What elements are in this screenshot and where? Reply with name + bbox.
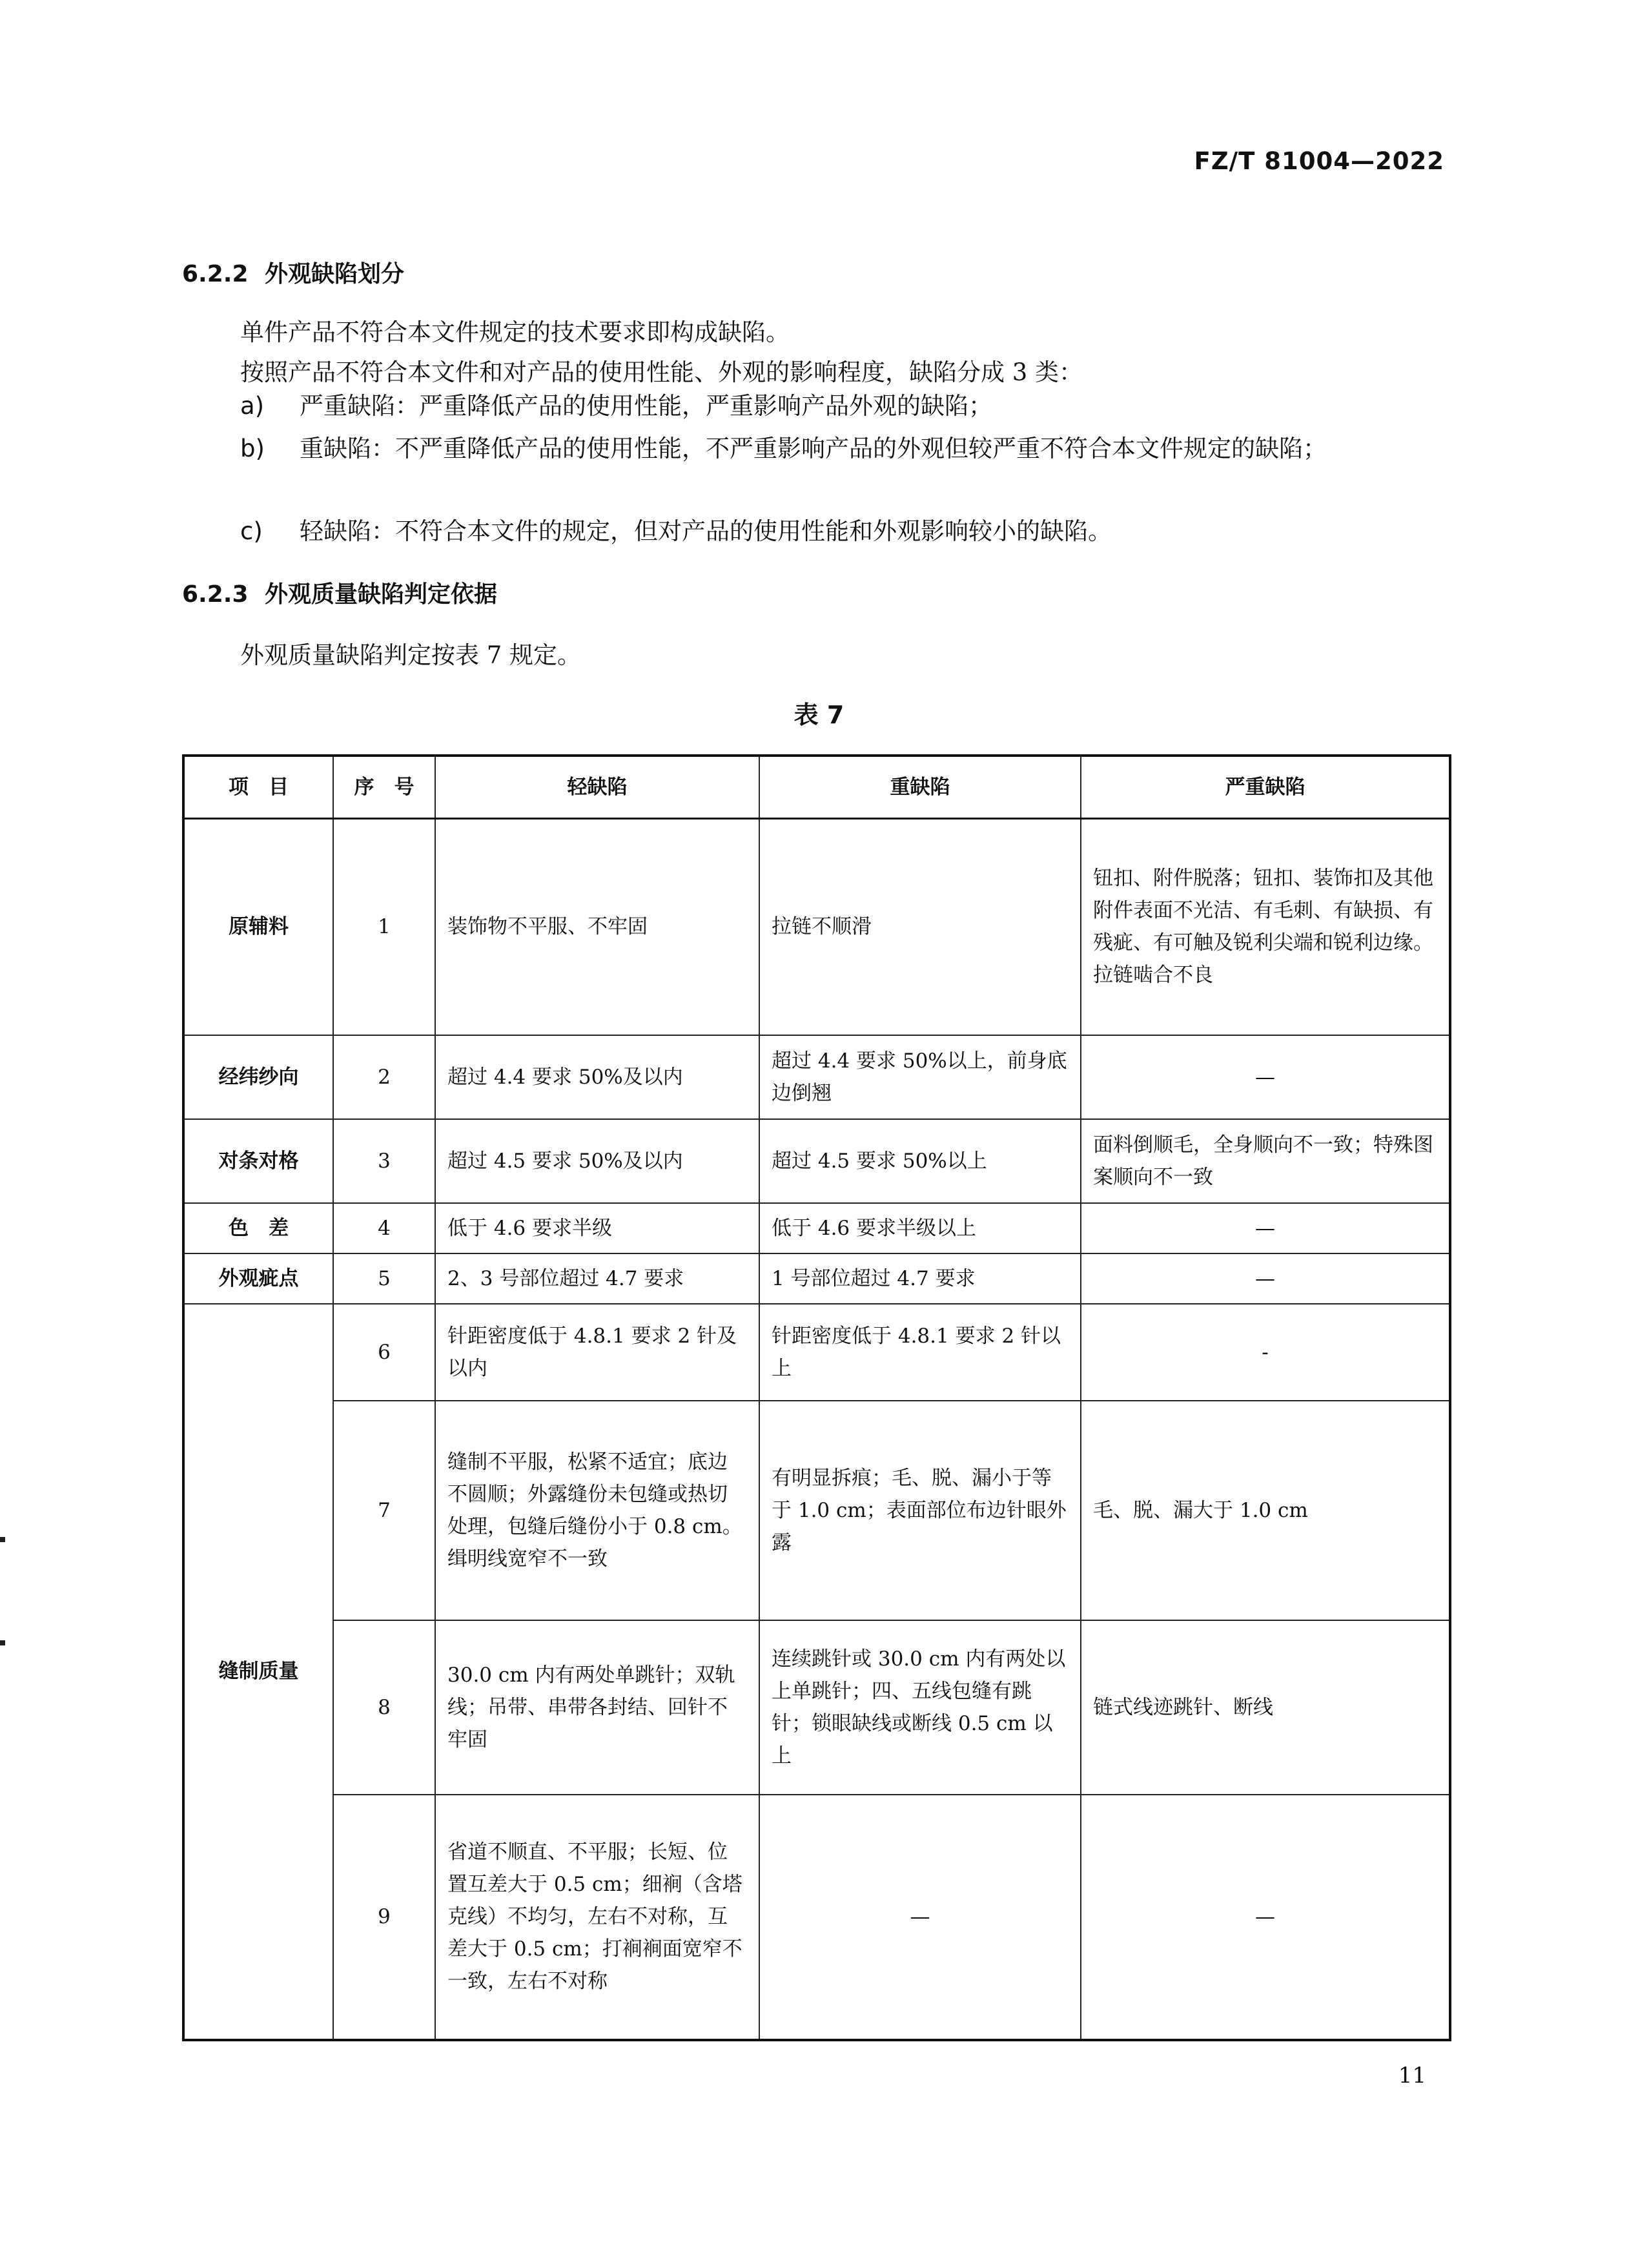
scan-mark: [0, 1640, 5, 1645]
light-defect-cell: 省道不顺直、不平服；长短、位置互差大于 0.5 cm；细裥（含塔克线）不均匀，左右不对称，互差大于 0.5 cm；打裥裥面宽窄不一致，左右不对称: [435, 1795, 759, 2040]
critical-defect-cell: -: [1081, 1304, 1450, 1401]
header-light-defect: 轻缺陷: [435, 756, 759, 819]
list-item-label: c): [240, 517, 263, 545]
clause-number: 6.2.3: [182, 581, 249, 608]
seq-cell: 7: [333, 1401, 435, 1620]
critical-defect-cell: —: [1081, 1795, 1450, 2040]
paragraph: 外观质量缺陷判定按表 7 规定。: [240, 641, 582, 669]
table-row: [183, 1304, 1450, 1401]
seq-cell: 5: [333, 1253, 435, 1304]
list-item-label: b): [240, 435, 265, 462]
table-row: [183, 1203, 1450, 1253]
major-defect-cell: 有明显拆痕；毛、脱、漏小于等于 1.0 cm；表面部位布边针眼外露: [759, 1401, 1081, 1620]
major-defect-cell: 低于 4.6 要求半级以上: [759, 1203, 1081, 1253]
paragraph: 按照产品不符合本文件和对产品的使用性能、外观的影响程度，缺陷分成 3 类：: [240, 358, 1083, 386]
light-defect-cell: 针距密度低于 4.8.1 要求 2 针及以内: [435, 1304, 759, 1401]
table-header-row: [183, 756, 1450, 819]
critical-defect-cell: —: [1081, 1035, 1450, 1119]
scan-mark: [0, 1537, 5, 1542]
header-item: 项 目: [183, 756, 333, 819]
category-cell: 色 差: [183, 1203, 333, 1253]
clause-heading-6-2-2: [182, 256, 404, 289]
header-major-defect: 重缺陷: [759, 756, 1081, 819]
category-cell: 对条对格: [183, 1119, 333, 1203]
critical-defect-cell: —: [1081, 1203, 1450, 1253]
seq-cell: 9: [333, 1795, 435, 2040]
table-row: [183, 1795, 1450, 2040]
major-defect-cell: 超过 4.4 要求 50%以上，前身底边倒翘: [759, 1035, 1081, 1119]
defect-table: [182, 754, 1451, 2041]
seq-cell: 8: [333, 1620, 435, 1795]
table-row: [183, 1620, 1450, 1795]
clause-title: 外观质量缺陷判定依据: [265, 581, 498, 608]
header-seq: 序 号: [333, 756, 435, 819]
critical-defect-cell: 链式线迹跳针、断线: [1081, 1620, 1450, 1795]
critical-defect-cell: 面料倒顺毛，全身顺向不一致；特殊图案顺向不一致: [1081, 1119, 1450, 1203]
header-critical-defect: 严重缺陷: [1081, 756, 1450, 819]
major-defect-cell: —: [759, 1795, 1081, 2040]
light-defect-cell: 2、3 号部位超过 4.7 要求: [435, 1253, 759, 1304]
list-item-c: [240, 511, 1448, 552]
table-caption: 表 7: [793, 701, 845, 729]
list-item-text: 重缺陷：不严重降低产品的使用性能，不严重影响产品的外观但较严重不符合本文件规定的缺陷；: [300, 435, 1327, 462]
clause-heading-6-2-3: [182, 576, 497, 609]
list-item-label: a): [240, 392, 265, 420]
paragraph: 单件产品不符合本文件规定的技术要求即构成缺陷。: [240, 318, 790, 346]
major-defect-cell: 1 号部位超过 4.7 要求: [759, 1253, 1081, 1304]
light-defect-cell: 超过 4.4 要求 50%及以内: [435, 1035, 759, 1119]
major-defect-cell: 超过 4.5 要求 50%以上: [759, 1119, 1081, 1203]
seq-cell: 1: [333, 819, 435, 1035]
list-item-text: 轻缺陷：不符合本文件的规定，但对产品的使用性能和外观影响较小的缺陷。: [300, 517, 1112, 545]
seq-cell: 3: [333, 1119, 435, 1203]
table-row: [183, 1119, 1450, 1203]
category-cell: 缝制质量: [183, 1304, 333, 2040]
light-defect-cell: 装饰物不平服、不牢固: [435, 819, 759, 1035]
standard-number: FZ/T 81004—2022: [1194, 147, 1444, 175]
light-defect-cell: 低于 4.6 要求半级: [435, 1203, 759, 1253]
clause-title: 外观缺陷划分: [265, 261, 405, 287]
page-number: 11: [1398, 2063, 1426, 2088]
seq-cell: 2: [333, 1035, 435, 1119]
list-item-text: 严重缺陷：严重降低产品的使用性能，严重影响产品外观的缺陷；: [300, 392, 992, 420]
seq-cell: 6: [333, 1304, 435, 1401]
table-row: [183, 819, 1450, 1035]
seq-cell: 4: [333, 1203, 435, 1253]
light-defect-cell: 超过 4.5 要求 50%及以内: [435, 1119, 759, 1203]
table-row: [183, 1401, 1450, 1620]
list-item-a: [240, 386, 1448, 426]
category-cell: 外观疵点: [183, 1253, 333, 1304]
critical-defect-cell: —: [1081, 1253, 1450, 1304]
category-cell: 原辅料: [183, 819, 333, 1035]
major-defect-cell: 拉链不顺滑: [759, 819, 1081, 1035]
critical-defect-cell: 毛、脱、漏大于 1.0 cm: [1081, 1401, 1450, 1620]
clause-number: 6.2.2: [182, 261, 249, 287]
category-cell: 经纬纱向: [183, 1035, 333, 1119]
critical-defect-cell: 钮扣、附件脱落；钮扣、装饰扣及其他附件表面不光洁、有毛刺、有缺损、有残疵、有可触及锐利尖端和锐利边缘。拉链啮合不良: [1081, 819, 1450, 1035]
major-defect-cell: 连续跳针或 30.0 cm 内有两处以上单跳针；四、五线包缝有跳针；锁眼缺线或断线 0.5 cm 以上: [759, 1620, 1081, 1795]
table-row: [183, 1035, 1450, 1119]
major-defect-cell: 针距密度低于 4.8.1 要求 2 针以上: [759, 1304, 1081, 1401]
light-defect-cell: 30.0 cm 内有两处单跳针；双轨线；吊带、串带各封结、回针不牢固: [435, 1620, 759, 1795]
list-item-b: [240, 429, 1448, 469]
light-defect-cell: 缝制不平服，松紧不适宜；底边不圆顺；外露缝份未包缝或热切处理，包缝后缝份小于 0.8 cm。缉明线宽窄不一致: [435, 1401, 759, 1620]
table-row: [183, 1253, 1450, 1304]
